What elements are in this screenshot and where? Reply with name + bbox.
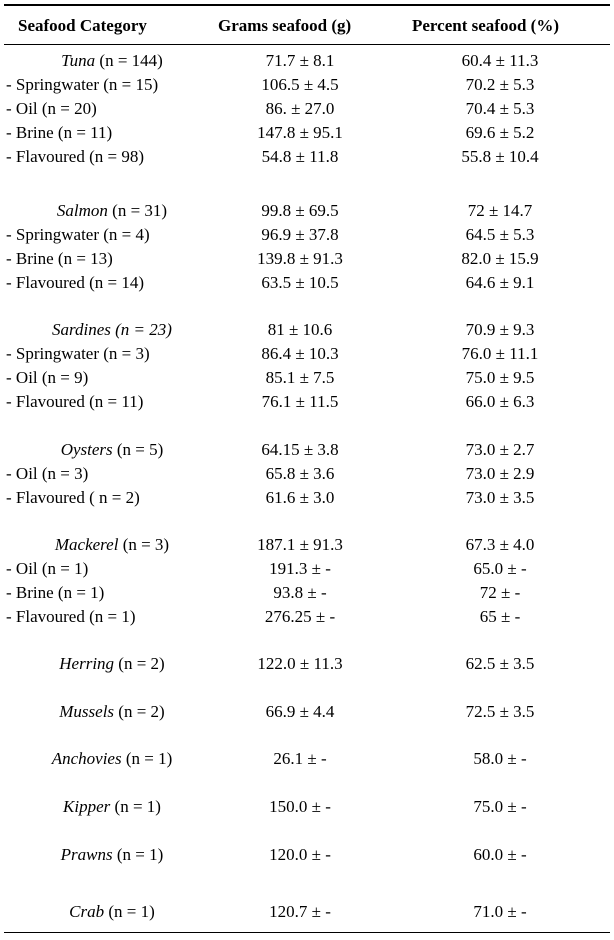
percent-cell: 60.0 ± - xyxy=(473,845,527,864)
table-row xyxy=(0,146,614,168)
table-row xyxy=(0,534,614,556)
percent-cell: 64.6 ± 9.1 xyxy=(465,273,535,292)
category-label: (n = 1) xyxy=(112,845,164,864)
category-cell xyxy=(6,534,218,556)
category-cell xyxy=(6,701,218,723)
grams-cell: 85.1 ± 7.5 xyxy=(265,368,335,387)
percent-cell: 67.3 ± 4.0 xyxy=(465,535,535,554)
grams-cell: 86.4 ± 10.3 xyxy=(261,344,339,363)
category-label: - Brine (n = 13) xyxy=(6,249,113,268)
grams-cell: 66.9 ± 4.4 xyxy=(265,702,335,721)
grams-cell: 26.1 ± - xyxy=(273,749,327,768)
table-row xyxy=(0,582,614,604)
table-row xyxy=(0,558,614,580)
percent-cell: 70.2 ± 5.3 xyxy=(465,75,535,94)
category-cell xyxy=(6,439,218,461)
category-name: Tuna xyxy=(61,51,96,70)
grams-cell: 86. ± 27.0 xyxy=(265,99,335,118)
table-row xyxy=(0,319,614,341)
header-rule xyxy=(4,44,610,45)
percent-cell: 72 ± - xyxy=(479,583,521,602)
grams-cell: 187.1 ± 91.3 xyxy=(257,535,343,554)
category-cell xyxy=(6,367,218,389)
table-row xyxy=(0,98,614,120)
category-label: - Springwater (n = 3) xyxy=(6,344,150,363)
category-label: - Brine (n = 1) xyxy=(6,583,105,602)
category-name: Sardines (n = 23) xyxy=(52,320,172,339)
category-label: - Oil (n = 9) xyxy=(6,368,89,387)
percent-cell: 76.0 ± 11.1 xyxy=(461,344,539,363)
category-cell xyxy=(6,463,218,485)
table-row xyxy=(0,74,614,96)
category-cell xyxy=(6,844,218,866)
grams-cell: 65.8 ± 3.6 xyxy=(265,464,335,483)
table-row xyxy=(0,122,614,144)
grams-cell: 150.0 ± - xyxy=(269,797,331,816)
category-cell xyxy=(6,748,218,770)
percent-cell: 73.0 ± 2.9 xyxy=(465,464,535,483)
table-row xyxy=(0,343,614,365)
category-cell xyxy=(6,98,218,120)
category-label: (n = 1) xyxy=(121,749,173,768)
category-label: - Flavoured (n = 14) xyxy=(6,273,145,292)
grams-cell: 64.15 ± 3.8 xyxy=(261,440,339,459)
category-name: Kipper xyxy=(63,797,111,816)
table-row xyxy=(0,463,614,485)
grams-cell: 71.7 ± 8.1 xyxy=(265,51,335,70)
grams-cell: 76.1 ± 11.5 xyxy=(261,392,339,411)
percent-cell: 69.6 ± 5.2 xyxy=(465,123,535,142)
grams-cell: 96.9 ± 37.8 xyxy=(261,225,339,244)
grams-cell: 120.7 ± - xyxy=(269,902,331,921)
category-cell xyxy=(6,343,218,365)
percent-cell: 72.5 ± 3.5 xyxy=(465,702,535,721)
table-row xyxy=(0,748,614,770)
table-row xyxy=(0,224,614,246)
category-label: - Oil (n = 20) xyxy=(6,99,97,118)
category-label: (n = 144) xyxy=(95,51,163,70)
percent-cell: 70.4 ± 5.3 xyxy=(465,99,535,118)
category-label: (n = 2) xyxy=(114,702,165,721)
table-row xyxy=(0,248,614,270)
category-cell xyxy=(6,606,218,628)
category-cell xyxy=(6,50,218,72)
grams-cell: 139.8 ± 91.3 xyxy=(257,249,343,268)
header-seafood-category: Seafood Category xyxy=(18,16,147,35)
percent-cell: 75.0 ± - xyxy=(473,797,527,816)
category-label: - Flavoured (n = 1) xyxy=(6,607,136,626)
category-name: Mackerel xyxy=(54,535,119,554)
grams-cell: 106.5 ± 4.5 xyxy=(261,75,339,94)
category-label: - Brine (n = 11) xyxy=(6,123,113,142)
percent-cell: 60.4 ± 11.3 xyxy=(461,51,539,70)
percent-cell: 55.8 ± 10.4 xyxy=(461,147,539,166)
category-name: Oysters xyxy=(60,440,113,459)
grams-cell: 81 ± 10.6 xyxy=(267,320,333,339)
top-rule xyxy=(4,4,610,6)
category-cell xyxy=(6,272,218,294)
table-row xyxy=(0,901,614,923)
category-name: Mussels xyxy=(59,702,115,721)
grams-cell: 120.0 ± - xyxy=(269,845,331,864)
category-label: (n = 3) xyxy=(118,535,170,554)
category-label: - Oil (n = 1) xyxy=(6,559,89,578)
percent-cell: 73.0 ± 2.7 xyxy=(465,440,535,459)
grams-cell: 63.5 ± 10.5 xyxy=(261,273,339,292)
table-row xyxy=(0,272,614,294)
category-cell xyxy=(6,248,218,270)
category-cell xyxy=(6,391,218,413)
percent-cell: 72 ± 14.7 xyxy=(467,201,533,220)
table-row xyxy=(0,50,614,72)
category-cell xyxy=(6,224,218,246)
category-cell xyxy=(6,319,218,341)
percent-cell: 65.0 ± - xyxy=(473,559,527,578)
table-row xyxy=(0,606,614,628)
grams-cell: 61.6 ± 3.0 xyxy=(265,488,335,507)
category-cell xyxy=(6,146,218,168)
table-row xyxy=(0,439,614,461)
percent-cell: 73.0 ± 3.5 xyxy=(465,488,535,507)
category-label: - Springwater (n = 4) xyxy=(6,225,150,244)
bottom-rule xyxy=(4,932,610,933)
grams-cell: 54.8 ± 11.8 xyxy=(261,147,339,166)
category-label: - Flavoured (n = 98) xyxy=(6,147,145,166)
category-name: Crab xyxy=(69,902,105,921)
grams-cell: 191.3 ± - xyxy=(269,559,331,578)
table-row xyxy=(0,200,614,222)
category-cell xyxy=(6,558,218,580)
percent-cell: 71.0 ± - xyxy=(473,902,527,921)
grams-cell: 147.8 ± 95.1 xyxy=(257,123,343,142)
category-name: Salmon xyxy=(56,201,108,220)
category-name: Anchovies xyxy=(51,749,122,768)
category-cell xyxy=(6,796,218,818)
category-cell xyxy=(6,200,218,222)
header-percent-seafood: Percent seafood (%) xyxy=(412,16,559,35)
percent-cell: 58.0 ± - xyxy=(473,749,527,768)
category-label: (n = 31) xyxy=(107,201,168,220)
category-name: Prawns xyxy=(60,845,113,864)
table-row xyxy=(0,701,614,723)
table-row xyxy=(0,844,614,866)
grams-cell: 276.25 ± - xyxy=(264,607,336,626)
grams-cell: 93.8 ± - xyxy=(273,583,327,602)
category-cell xyxy=(6,487,218,509)
category-label: - Flavoured ( n = 2) xyxy=(6,488,140,507)
category-label: - Oil (n = 3) xyxy=(6,464,89,483)
table-row xyxy=(0,796,614,818)
percent-cell: 82.0 ± 15.9 xyxy=(461,249,539,268)
category-label: (n = 1) xyxy=(110,797,161,816)
category-cell xyxy=(6,653,218,675)
category-cell xyxy=(6,901,218,923)
grams-cell: 99.8 ± 69.5 xyxy=(261,201,339,220)
table-row xyxy=(0,391,614,413)
category-name: Herring xyxy=(59,654,115,673)
category-label: (n = 5) xyxy=(112,440,164,459)
category-label: (n = 2) xyxy=(114,654,165,673)
grams-cell: 122.0 ± 11.3 xyxy=(257,654,343,673)
percent-cell: 75.0 ± 9.5 xyxy=(465,368,535,387)
percent-cell: 64.5 ± 5.3 xyxy=(465,225,535,244)
table-row xyxy=(0,367,614,389)
category-cell xyxy=(6,582,218,604)
percent-cell: 65 ± - xyxy=(479,607,521,626)
category-label: - Flavoured (n = 11) xyxy=(6,392,144,411)
header-grams-seafood: Grams seafood (g) xyxy=(218,16,352,35)
category-label: - Springwater (n = 15) xyxy=(6,75,159,94)
category-cell xyxy=(6,122,218,144)
table-row xyxy=(0,487,614,509)
table-row xyxy=(0,653,614,675)
percent-cell: 70.9 ± 9.3 xyxy=(465,320,535,339)
category-label: (n = 1) xyxy=(104,902,155,921)
percent-cell: 66.0 ± 6.3 xyxy=(465,392,535,411)
category-cell xyxy=(6,74,218,96)
percent-cell: 62.5 ± 3.5 xyxy=(465,654,535,673)
